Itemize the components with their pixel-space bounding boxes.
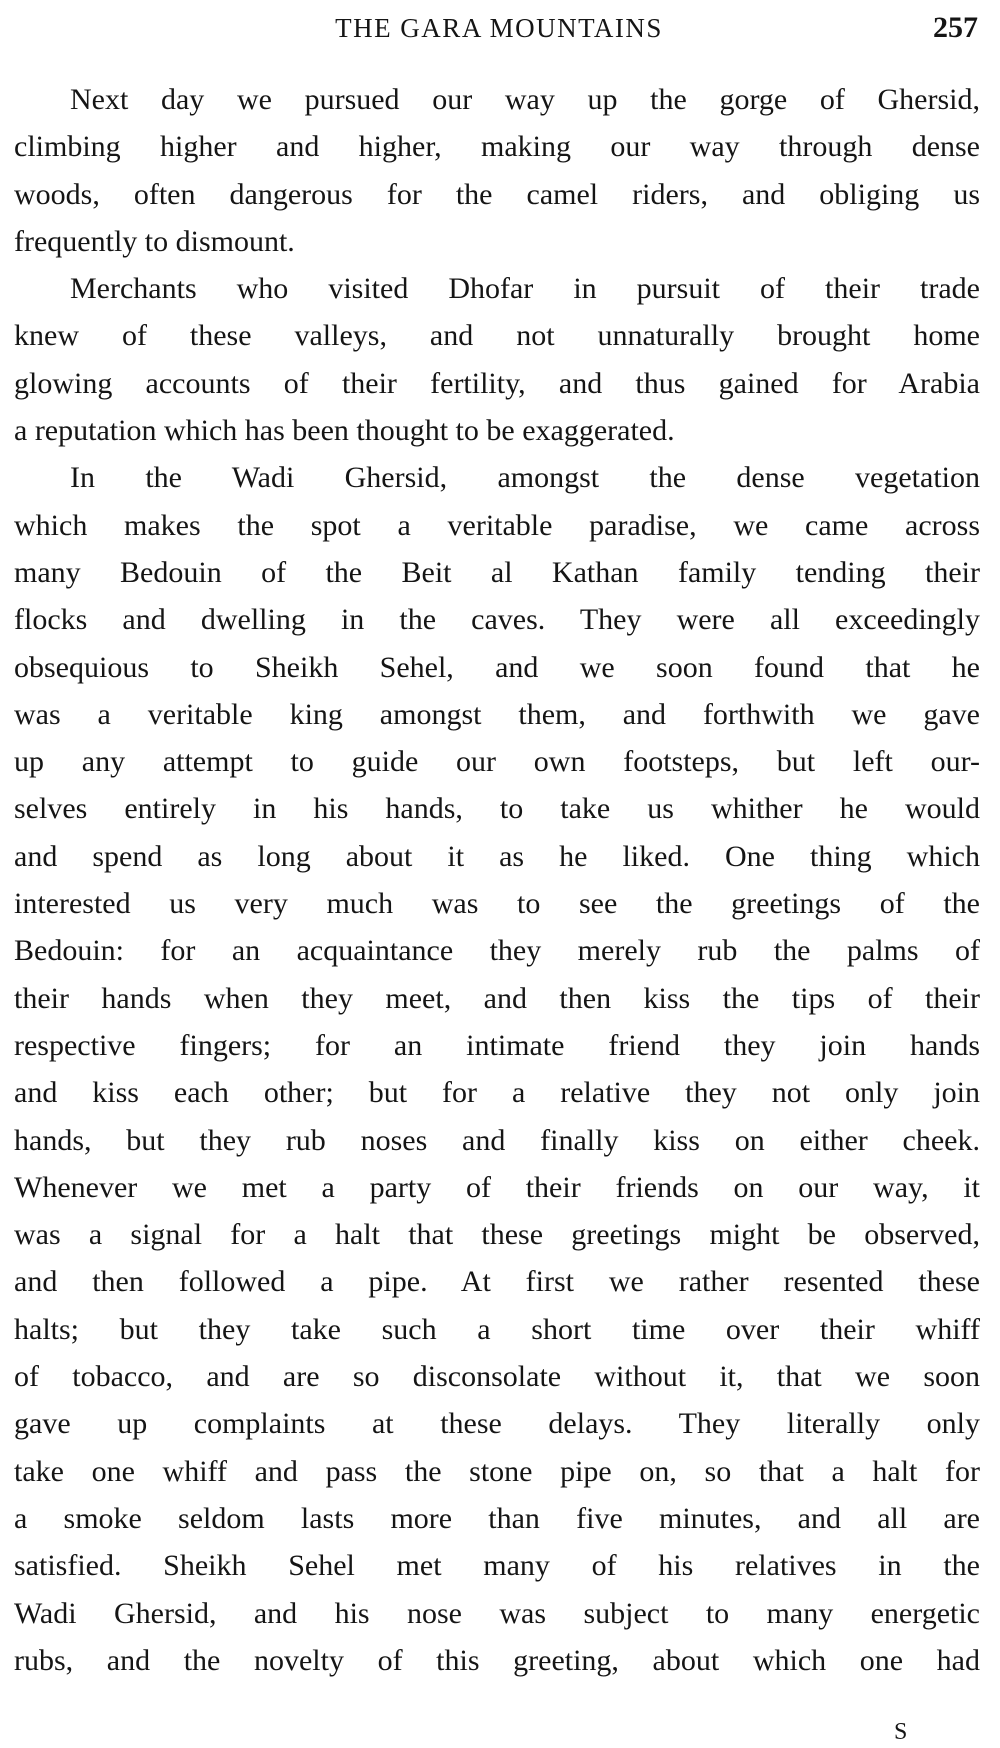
text-line: frequently to dismount. <box>14 224 295 258</box>
text-line: respective fingers; for an intimate friend they join hands <box>14 1028 980 1062</box>
text-line: which makes the spot a veritable paradise, we came across <box>14 508 980 542</box>
text-line: Whenever we met a party of their friends on our way, it <box>14 1170 980 1204</box>
paragraph <box>14 454 980 1684</box>
text-line: Next day we pursued our way up the gorge of Ghersid, <box>70 83 980 116</box>
text-line: flocks and dwelling in the caves. They were all exceedingly <box>14 603 980 637</box>
text-line: was a veritable king amongst them, and forthwith we gave <box>14 697 980 731</box>
text-line: a smoke seldom lasts more than five minutes, and all are <box>14 1501 980 1535</box>
page-number: 257 <box>933 11 978 44</box>
text-line: of tobacco, and are so disconsolate without it, that we soon <box>14 1360 980 1394</box>
text-line: up any attempt to guide our own footsteps, but left our- <box>14 745 980 779</box>
text-line: climbing higher and higher, making our way through dense <box>14 130 980 164</box>
text-line: Bedouin: for an acquaintance they merely rub the palms of <box>14 934 980 968</box>
text-line: selves entirely in his hands, to take us whither he would <box>14 792 980 826</box>
paragraph <box>14 265 980 454</box>
text-line: gave up complaints at these delays. They literally only <box>14 1407 980 1441</box>
text-line: take one whiff and pass the stone pipe on, so that a halt for <box>14 1454 980 1488</box>
text-line: hands, but they rub noses and finally kiss on either cheek. <box>14 1123 980 1157</box>
text-line: obsequious to Sheikh Sehel, and we soon found that he <box>14 650 980 684</box>
text-line: woods, often dangerous for the camel riders, and obliging us <box>14 177 980 211</box>
text-line: Merchants who visited Dhofar in pursuit of their trade <box>70 272 980 306</box>
text-line: many Bedouin of the Beit al Kathan family tending their <box>14 555 980 589</box>
text-line: interested us very much was to see the greetings of the <box>14 887 980 921</box>
text-line: a reputation which has been thought to be exaggerated. <box>14 414 675 448</box>
paragraph <box>14 76 980 265</box>
text-line: knew of these valleys, and not unnaturally brought home <box>14 319 980 353</box>
text-line: satisfied. Sheikh Sehel met many of his relatives in the <box>14 1549 980 1583</box>
text-line: was a signal for a halt that these greetings might be observed, <box>14 1218 980 1252</box>
text-line: halts; but they take such a short time over their whiff <box>14 1312 980 1346</box>
text-line: In the Wadi Ghersid, amongst the dense vegetation <box>70 461 980 495</box>
page-title: THE GARA MOUNTAINS <box>335 13 663 43</box>
text-line: Wadi Ghersid, and his nose was subject to many energetic <box>14 1596 980 1630</box>
text-line: and spend as long about it as he liked. One thing which <box>14 839 980 873</box>
body-text <box>14 76 980 1684</box>
signature-mark: S <box>894 1719 908 1745</box>
text-line: rubs, and the novelty of this greeting, about which one had <box>14 1643 980 1677</box>
text-line: and kiss each other; but for a relative they not only join <box>14 1076 980 1110</box>
text-line: and then followed a pipe. At first we rather resented these <box>14 1265 980 1299</box>
text-line: their hands when they meet, and then kiss the tips of their <box>14 981 980 1015</box>
running-head <box>18 8 980 48</box>
text-line: glowing accounts of their fertility, and thus gained for Arabia <box>14 366 980 400</box>
